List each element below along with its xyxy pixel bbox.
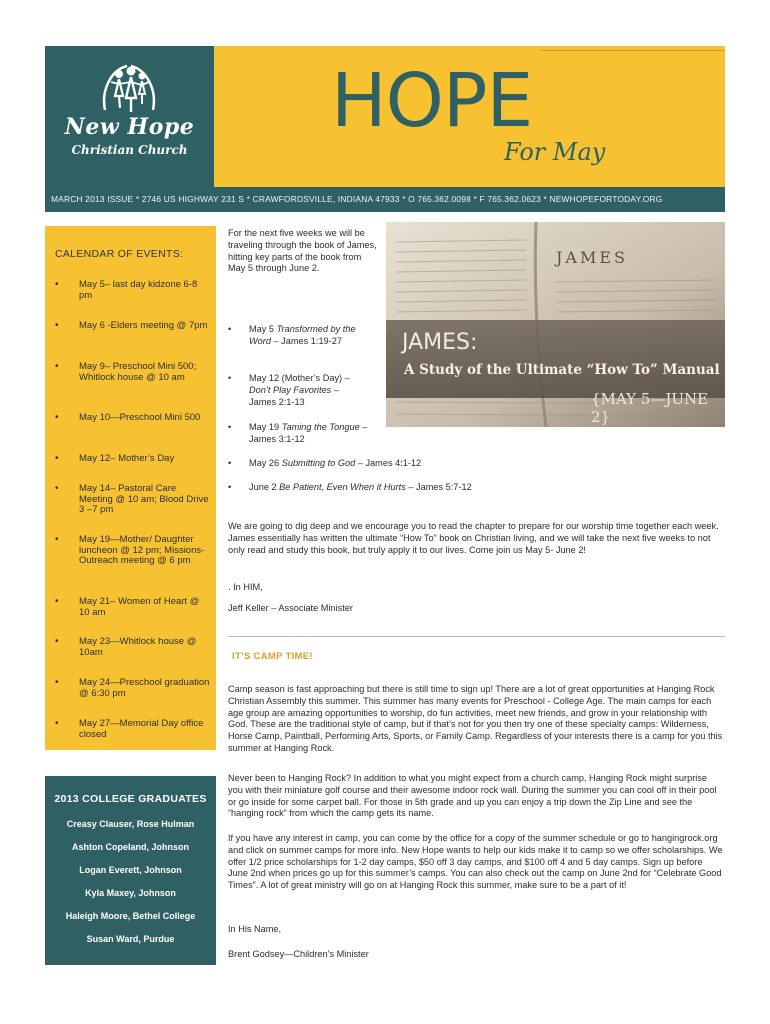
graduate-name: Ashton Copeland, Johnson (72, 842, 189, 852)
issue-info-bar: MARCH 2013 ISSUE * 2746 US HIGHWAY 231 S * CRAWFORDSVILLE, INDIANA 47933 * O 765.362.0098 * F 765.362.0623 * NEWHOPEFORTODAY.ORG (45, 187, 725, 212)
family-figures-icon (97, 60, 161, 118)
james-signature: Jeff Keller – Associate Minister (228, 603, 353, 613)
graduate-name: Creasy Clauser, Rose Hulman (66, 819, 195, 829)
camp-paragraph: Never been to Hanging Rock? In addition to what you might expect from a church camp, Hanging Rock might surprise you with their miniature golf course and their awesome indoor rock wall. During the summer you can cool off in their pool or go inside for some carpet ball. For those in 5th grade and up you can enjoy a trip down the Zip Line and see the “hanging rock” from which the camp gets its name. (228, 773, 717, 819)
james-closing: . In HIM, (228, 582, 263, 592)
calendar-item: • May 24—Preschool graduation @ 6:30 pm (51, 678, 211, 699)
church-logo (45, 46, 214, 187)
schedule-item: • May 12 (Mother’s Day) – Don’t Play Favorites – James 2:1-13 (228, 373, 368, 408)
graduate-name: Logan Everett, Johnson (79, 865, 182, 875)
calendar-item: • May 10—Preschool Mini 500 (51, 413, 200, 424)
james-bible-image (386, 222, 725, 427)
masthead (214, 46, 725, 187)
schedule-item: • May 19 Taming the Tongue – James 3:1-12 (228, 422, 368, 446)
logo-subtitle: Christian Church (71, 143, 188, 157)
section-divider (228, 636, 725, 637)
calendar-item: • May 23—Whitlock house @ 10am (51, 637, 211, 658)
camp-paragraph: Camp season is fast approaching but there is still time to sign up! There are a lot of great opportunities at Hanging Rock Christian Assembly this summer. This summer has many events for Preschool - College Age. The main camps for each age group are amazing opportunities to worship, do fun activities, meet new friends, and grow in your relationship with God. These are the traditional style of camp, but if that’s not for you then try one of these specialty camps: Wilderness, Horse Camp, Paintball, Performing Arts, Sports, or Family Camp. Regardless of your interests there is a camp for you this summer at Hanging Rock. (228, 684, 723, 753)
calendar-item: • May 9– Preschool Mini 500; Whitlock house @ 10 am (51, 362, 211, 383)
calendar-item: • May 27—Memorial Day office closed (51, 719, 211, 740)
camp-heading: IT’S CAMP TIME! (232, 651, 313, 662)
james-body: We are going to dig deep and we encourage you to read the chapter to prepare for our worship time together each week. James essentially has written the ultimate “How To” book on Christian living, and we will take the next five weeks to not only read and study this book, but truly apply it to our lives. Come join us May 5- June 2! (228, 521, 719, 555)
graduate-name: Haleigh Moore, Bethel College (65, 911, 196, 921)
masthead-title: HOPE (331, 58, 533, 144)
camp-paragraph: If you have any interest in camp, you can come by the office for a copy of the summer schedule or go to hangingrock.org and click on summer camps for more info. New Hope wants to help our kids make it to camp so we offer scholarships. We offer 1/2 price scholarships for 1-2 day camps, $50 off 3 day camps, and $100 off 4 and 5 day camps. Sign up before June 2nd when prices go up for this summer’s camps. You can also check out the camp on June 2nd for “Celebrate Good Times”. A lot of great ministry will go on at Hanging Rock this summer, make sure to be a part of it! (228, 833, 723, 891)
calendar-item: • May 19—Mother/ Daughter luncheon @ 12 pm; Missions-Outreach meeting @ 6 pm (51, 535, 211, 567)
calendar-title: CALENDAR OF EVENTS: (55, 248, 184, 260)
calendar-item: • May 12– Mother’s Day (51, 454, 174, 465)
graduate-name: Kyla Maxey, Johnson (85, 888, 176, 898)
schedule-item: • June 2 Be Patient, Even When it Hurts – James 5:7-12 (228, 482, 723, 494)
calendar-panel (45, 226, 216, 750)
graduate-name: Susan Ward, Purdue (86, 934, 175, 944)
graduates-list (45, 813, 216, 951)
graduates-title: 2013 COLLEGE GRADUATES (54, 793, 207, 805)
james-image-subtitle: A Study of the Ultimate “How To” Manual (404, 362, 720, 378)
schedule-item: • May 26 Submitting to God – James 4:1-12 (228, 458, 723, 470)
james-intro: For the next five weeks we will be traveling through the book of James, hitting key parts of the book from May 5 through June 2. (228, 228, 377, 274)
logo-name: New Hope (64, 114, 195, 140)
masthead-subtitle: For May (504, 138, 606, 166)
masthead-rule (541, 50, 725, 51)
calendar-item: • May 5– last day kidzone 6-8 pm (51, 280, 211, 301)
james-image-title: JAMES: (402, 330, 478, 355)
graduates-panel (45, 776, 216, 965)
james-image-dates: {MAY 5—JUNE 2} (591, 390, 709, 426)
calendar-item: • May 21– Women of Heart @ 10 am (51, 597, 211, 618)
camp-closing: In His Name, (228, 924, 282, 934)
schedule-item: • May 5 Transformed by the Word – James 1:19-27 (228, 324, 368, 348)
calendar-item: • May 6 -Elders meeting @ 7pm (51, 321, 207, 332)
calendar-item: • May 14– Pastoral Care Meeting @ 10 am; Blood Drive 3 –7 pm (51, 484, 211, 516)
bible-page-heading: JAMES (556, 248, 628, 267)
camp-signature: Brent Godsey—Children’s Minister (228, 949, 369, 959)
